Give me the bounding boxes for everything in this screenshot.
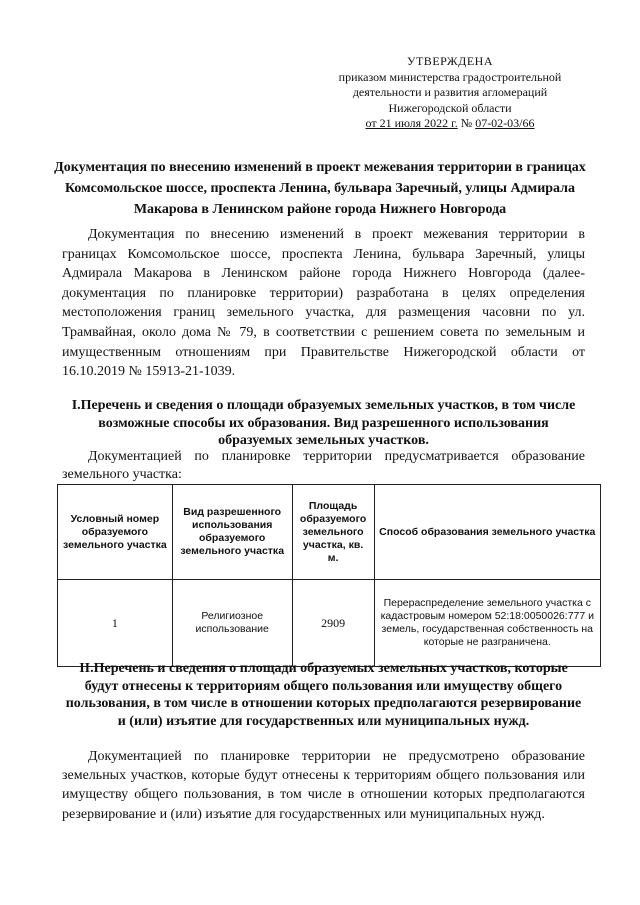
- formation-method-cell: Перераспределение земельного участка с кадастровым номером 52:18:0050026:777 и земель, государственная собственность на которые не разграничена.: [374, 580, 600, 667]
- number-sign: №: [460, 116, 473, 131]
- land-plots-table: [57, 484, 601, 667]
- approval-date: от 21 июля 2022 г.: [365, 116, 458, 131]
- column-header: Площадь образуемого земельного участка, кв. м.: [292, 485, 374, 580]
- section-1-text: Документацией по планировке территории предусматривается образование земельного участка:: [62, 449, 585, 482]
- approval-line: Нижегородской области: [388, 100, 512, 115]
- table-row: [58, 580, 601, 667]
- column-header: Условный номер образуемого земельного участка: [58, 485, 173, 580]
- section-2-text: Документацией по планировке территории не предусмотрено образование земельных участков, которые будут отнесены к территориям общего пользования или имуществу общего пользования, в том числе в отношении которых предполагаются резервирование и (или) изъятие для государственных или муниципальных нужд.: [62, 749, 585, 822]
- approval-date-line: [300, 116, 600, 132]
- table-header-row: [58, 485, 601, 580]
- approval-number: 07-02-03/66: [475, 116, 535, 131]
- permitted-use-cell: Религиозное использование: [172, 580, 292, 667]
- area-cell: 2909: [292, 580, 374, 667]
- column-header: Способ образования земельного участка: [374, 485, 600, 580]
- plot-number-cell: 1: [58, 580, 173, 667]
- approval-line: деятельности и развития агломераций: [352, 85, 548, 100]
- section-1-heading: I.Перечень и сведения о площади образуемых земельных участков, в том числе возможные способы их образования. Вид разрешенного использования образуемых земельных участков.: [71, 398, 576, 448]
- column-header: Вид разрешенного использования образуемого земельного участка: [172, 485, 292, 580]
- approval-stamp: [300, 54, 600, 132]
- intro-paragraph: Документация по внесению изменений в проект межевания территории в границах Комсомольское шоссе, проспекта Ленина, бульвара Заречный, улицы Адмирала Макарова в Ленинском районе города Нижнего Новгорода (далее-документация по планировке территории) разработана в целях определения местоположения границ земельного участка, для размещения часовни по ул. Трамвайная, около дома № 79, в соответствии с решением совета по земельным и имущественным отношениям при Правительстве Нижегородской области от 16.10.2019 № 15913-21-1039.: [62, 227, 585, 380]
- approval-title: УТВЕРЖДЕНА: [406, 54, 493, 68]
- approval-line: приказом министерства градостроительной: [338, 69, 562, 84]
- document-title: Документация по внесению изменений в проект межевания территории в границах Комсомольское шоссе, проспекта Ленина, бульвара Заречный, улицы Адмирала Макарова в Ленинском районе города Нижнего Новгорода: [54, 160, 586, 217]
- section-2-heading: II.Перечень и сведения о площади образуемых земельных участков, которые будут отнесены к территориям общего пользования или имуществу общего пользования, в том числе в отношении которых предполагаются резервирование и (или) изъятие для государственных или муниципальных нужд.: [65, 661, 582, 729]
